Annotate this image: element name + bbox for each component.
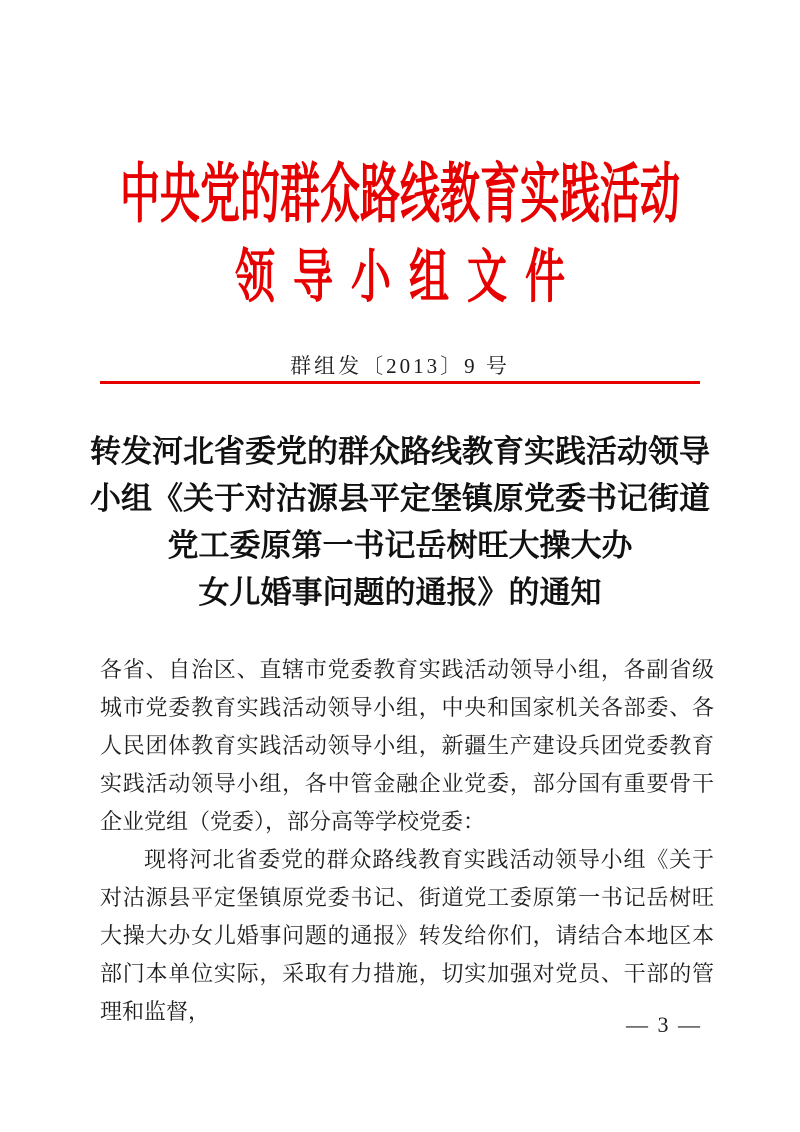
body-paragraph-addressees: 各省、自治区、直辖市党委教育实践活动领导小组，各副省级城市党委教育实践活动领导小组，中央和国家机关各部委、各人民团体教育实践活动领导小组，新疆生产建设兵团党委教育实践活动领导小组，各中管金融企业党委，部分国有重要骨干企业党组（党委），部分高等学校党委： bbox=[100, 657, 714, 834]
agency-title-line1: 中央党的群众路线教育实践活动 bbox=[120, 157, 680, 231]
document-title-line-2: 小组《关于对沽源县平定堡镇原党委书记街道 bbox=[90, 481, 710, 516]
body-paragraph-forwarding-notice: 现将河北省委党的群众路线教育实践活动领导小组《关于对沽源县平定堡镇原党委书记、街道党工委原第一书记岳树旺大操大办女儿婚事问题的通报》转发给你们，请结合本地区本部门本单位实际，采取有力措施，切实加强对党员、干部的管理和监督， bbox=[100, 847, 714, 1024]
document-number: 群组发〔2013〕9 号 bbox=[290, 354, 510, 378]
document-title-line-3: 党工委原第一书记岳树旺大操大办 bbox=[167, 528, 633, 563]
document-title-line-1: 转发河北省委党的群众路线教育实践活动领导 bbox=[90, 434, 710, 469]
document-body bbox=[100, 651, 714, 1031]
agency-title-line2: 领导小组文件 bbox=[235, 244, 583, 310]
page-number: — 3 — bbox=[626, 1012, 702, 1037]
document-title-line-4: 女儿婚事问题的通报》的通知 bbox=[198, 575, 602, 610]
red-divider-line bbox=[100, 381, 700, 384]
document-title bbox=[50, 428, 750, 616]
